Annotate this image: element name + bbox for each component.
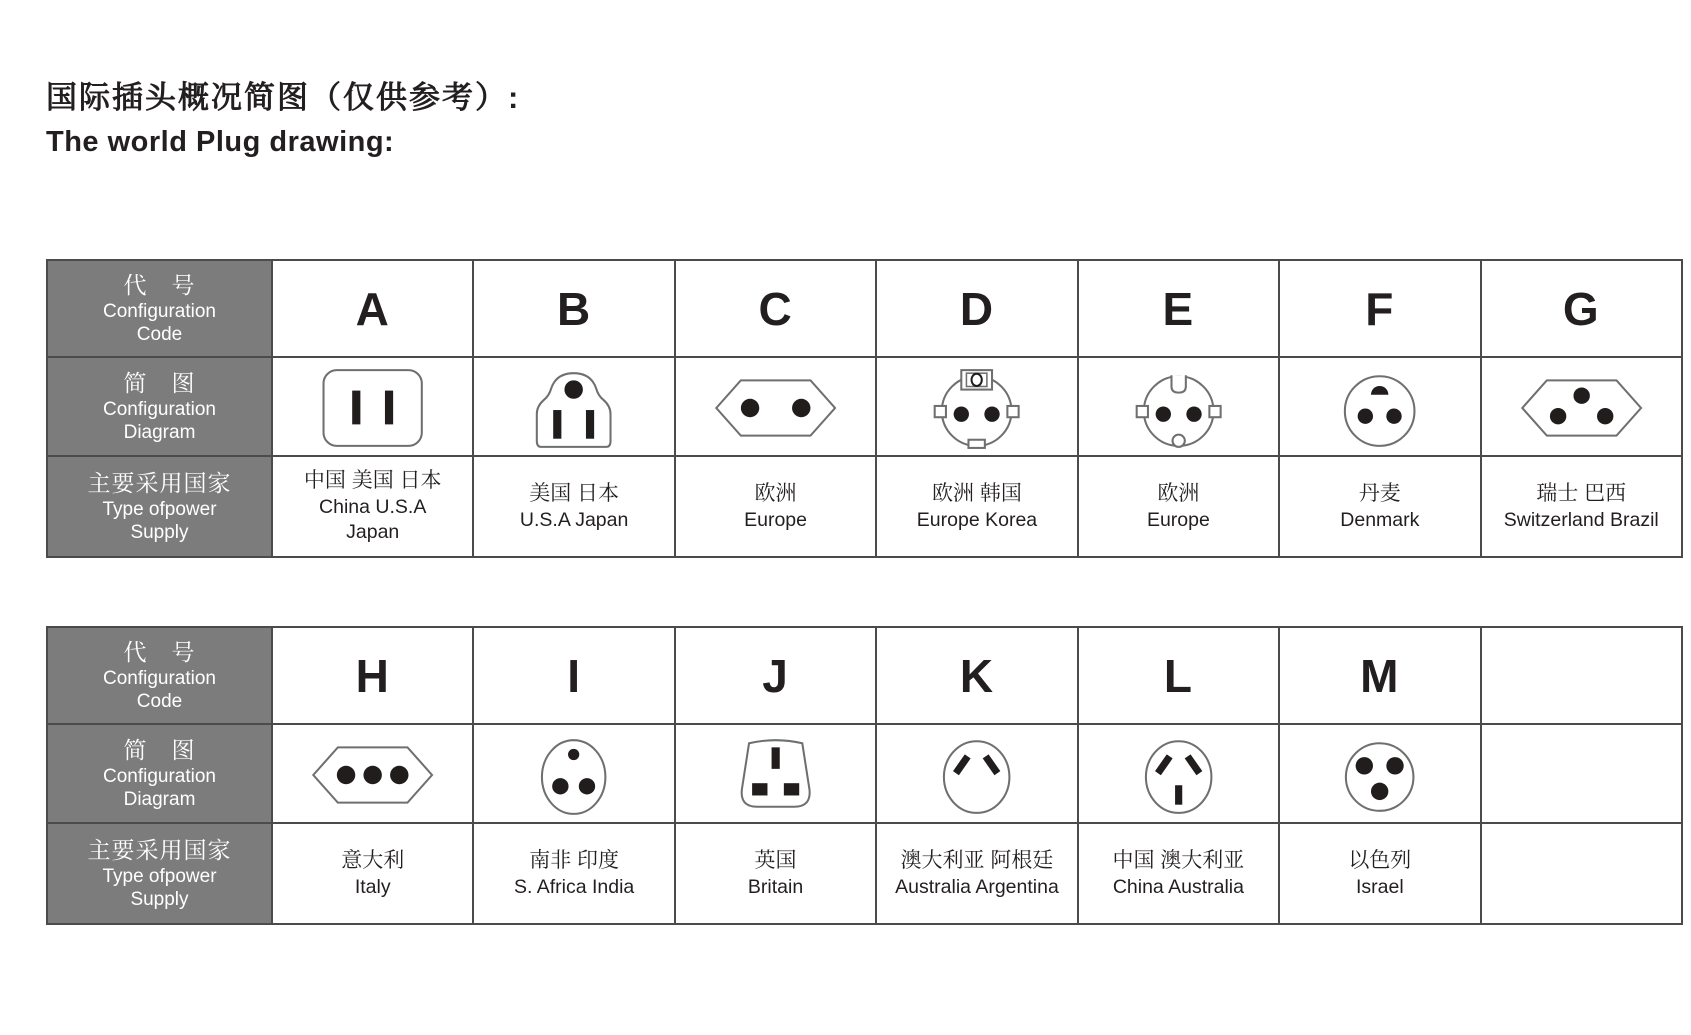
diagram-cell-b xyxy=(473,357,674,456)
row-header-code-en1: Configuration xyxy=(102,667,217,689)
row-header-supply-en2: Supply xyxy=(130,888,189,910)
country-line: 英国 xyxy=(754,848,797,872)
page-title xyxy=(46,72,520,159)
code-cell-g: G xyxy=(1481,260,1682,357)
aus-2pin-plug-icon xyxy=(905,732,1048,818)
row-header-code xyxy=(47,260,272,357)
country-line: Britain xyxy=(747,875,804,898)
row-header-code-en2: Code xyxy=(136,690,183,712)
country-line: 美国 日本 xyxy=(529,481,620,505)
diagram-row xyxy=(47,357,1682,456)
danish-plug-icon xyxy=(1308,365,1451,451)
supply-cell-m xyxy=(1279,823,1480,924)
country-line: 欧洲 韩国 xyxy=(932,481,1022,505)
country-line: 中国 澳大利亚 xyxy=(1112,848,1245,872)
israel-plug-icon xyxy=(1308,732,1451,818)
diagram-cell-h xyxy=(272,724,473,823)
diagram-cell-e xyxy=(1078,357,1279,456)
country-line: Japan xyxy=(346,521,400,544)
swiss-brazil-plug-icon xyxy=(1510,365,1653,451)
code-cell-j: J xyxy=(675,627,876,724)
country-line: 欧洲 xyxy=(754,481,797,505)
code-cell-k: K xyxy=(876,627,1077,724)
diagram-cell-f xyxy=(1279,357,1480,456)
code-cell-f: F xyxy=(1279,260,1480,357)
italian-plug-icon xyxy=(301,732,444,818)
row-header-supply xyxy=(47,456,272,557)
supply-cell-g xyxy=(1481,456,1682,557)
diagram-cell-d xyxy=(876,357,1077,456)
country-line: 欧洲 xyxy=(1157,481,1200,505)
code-cell-m: M xyxy=(1279,627,1480,724)
title-chinese: 国际插头概况简图（仅供参考）: xyxy=(46,80,521,115)
row-header-supply-en2: Supply xyxy=(130,521,189,543)
empty-cell xyxy=(1481,724,1682,823)
row-header-diagram-en2: Diagram xyxy=(123,788,196,810)
row-header-diagram xyxy=(47,357,272,456)
title-english: The world Plug drawing: xyxy=(46,126,395,158)
country-line: 澳大利亚 阿根廷 xyxy=(900,848,1054,872)
country-line: 瑞士 巴西 xyxy=(1536,481,1627,505)
country-line: 意大利 xyxy=(341,848,405,872)
diagram-cell-l xyxy=(1078,724,1279,823)
supply-row xyxy=(47,456,1682,557)
diagram-cell-j xyxy=(675,724,876,823)
safrica-india-plug-icon xyxy=(502,732,645,818)
row-header-supply-zh: 主要采用国家 xyxy=(87,836,232,863)
supply-cell-h xyxy=(272,823,473,924)
diagram-cell-i xyxy=(473,724,674,823)
diagram-cell-a xyxy=(272,357,473,456)
country-line: 中国 美国 日本 xyxy=(303,469,442,493)
supply-cell-i xyxy=(473,823,674,924)
country-line: Italy xyxy=(354,875,391,898)
us-3pin-plug-icon xyxy=(502,365,645,451)
country-line: U.S.A Japan xyxy=(519,508,629,531)
schuko-plug-icon xyxy=(905,365,1048,451)
code-cell-b: B xyxy=(473,260,674,357)
plug-table-h-m xyxy=(46,626,1683,925)
row-header-code-en1: Configuration xyxy=(102,300,217,322)
supply-cell-c xyxy=(675,456,876,557)
supply-cell-b xyxy=(473,456,674,557)
empty-cell xyxy=(1481,627,1682,724)
code-cell-l: L xyxy=(1078,627,1279,724)
code-row xyxy=(47,260,1682,357)
country-line: Israel xyxy=(1355,875,1404,898)
code-cell-h: H xyxy=(272,627,473,724)
country-line: Switzerland Brazil xyxy=(1503,508,1659,531)
country-line: China Australia xyxy=(1112,875,1244,898)
code-cell-a: A xyxy=(272,260,473,357)
row-header-supply xyxy=(47,823,272,924)
row-header-diagram-zh: 简 图 xyxy=(123,369,196,396)
code-cell-d: D xyxy=(876,260,1077,357)
row-header-diagram-en1: Configuration xyxy=(102,765,217,787)
supply-cell-d xyxy=(876,456,1077,557)
aus-3pin-plug-icon xyxy=(1107,732,1250,818)
country-line: China U.S.A xyxy=(319,496,427,519)
country-line: 南非 印度 xyxy=(529,848,620,872)
supply-cell-l xyxy=(1078,823,1279,924)
code-cell-c: C xyxy=(675,260,876,357)
supply-cell-a xyxy=(272,456,473,557)
country-line: Australia Argentina xyxy=(895,875,1059,898)
supply-row xyxy=(47,823,1682,924)
row-header-diagram xyxy=(47,724,272,823)
row-header-code-en2: Code xyxy=(136,323,183,345)
code-row xyxy=(47,627,1682,724)
country-line: Denmark xyxy=(1340,508,1420,531)
row-header-supply-en1: Type ofpower xyxy=(102,498,217,520)
supply-cell-j xyxy=(675,823,876,924)
french-plug-icon xyxy=(1107,365,1250,451)
supply-cell-f xyxy=(1279,456,1480,557)
supply-cell-k xyxy=(876,823,1077,924)
row-header-supply-en1: Type ofpower xyxy=(102,865,217,887)
diagram-cell-c xyxy=(675,357,876,456)
code-cell-i: I xyxy=(473,627,674,724)
us-2pin-plug-icon xyxy=(301,365,444,451)
empty-cell xyxy=(1481,823,1682,924)
supply-cell-e xyxy=(1078,456,1279,557)
row-header-supply-zh: 主要采用国家 xyxy=(87,469,232,496)
country-line: Europe Korea xyxy=(916,508,1038,531)
row-header-diagram-en2: Diagram xyxy=(123,421,196,443)
diagram-cell-k xyxy=(876,724,1077,823)
plug-table-a-g xyxy=(46,259,1683,558)
diagram-cell-m xyxy=(1279,724,1480,823)
country-line: Europe xyxy=(744,508,807,531)
country-line: Europe xyxy=(1146,508,1210,531)
country-line: S. Africa India xyxy=(513,875,635,898)
row-header-code-zh: 代 号 xyxy=(123,271,196,298)
code-cell-e: E xyxy=(1078,260,1279,357)
country-line: 以色列 xyxy=(1348,848,1412,872)
row-header-diagram-en1: Configuration xyxy=(102,398,217,420)
row-header-diagram-zh: 简 图 xyxy=(123,736,196,763)
country-line: 丹麦 xyxy=(1358,481,1401,505)
row-header-code-zh: 代 号 xyxy=(123,638,196,665)
row-header-code xyxy=(47,627,272,724)
europlug-2pin-icon xyxy=(704,365,847,451)
diagram-row xyxy=(47,724,1682,823)
uk-plug-icon xyxy=(704,732,847,818)
diagram-cell-g xyxy=(1481,357,1682,456)
